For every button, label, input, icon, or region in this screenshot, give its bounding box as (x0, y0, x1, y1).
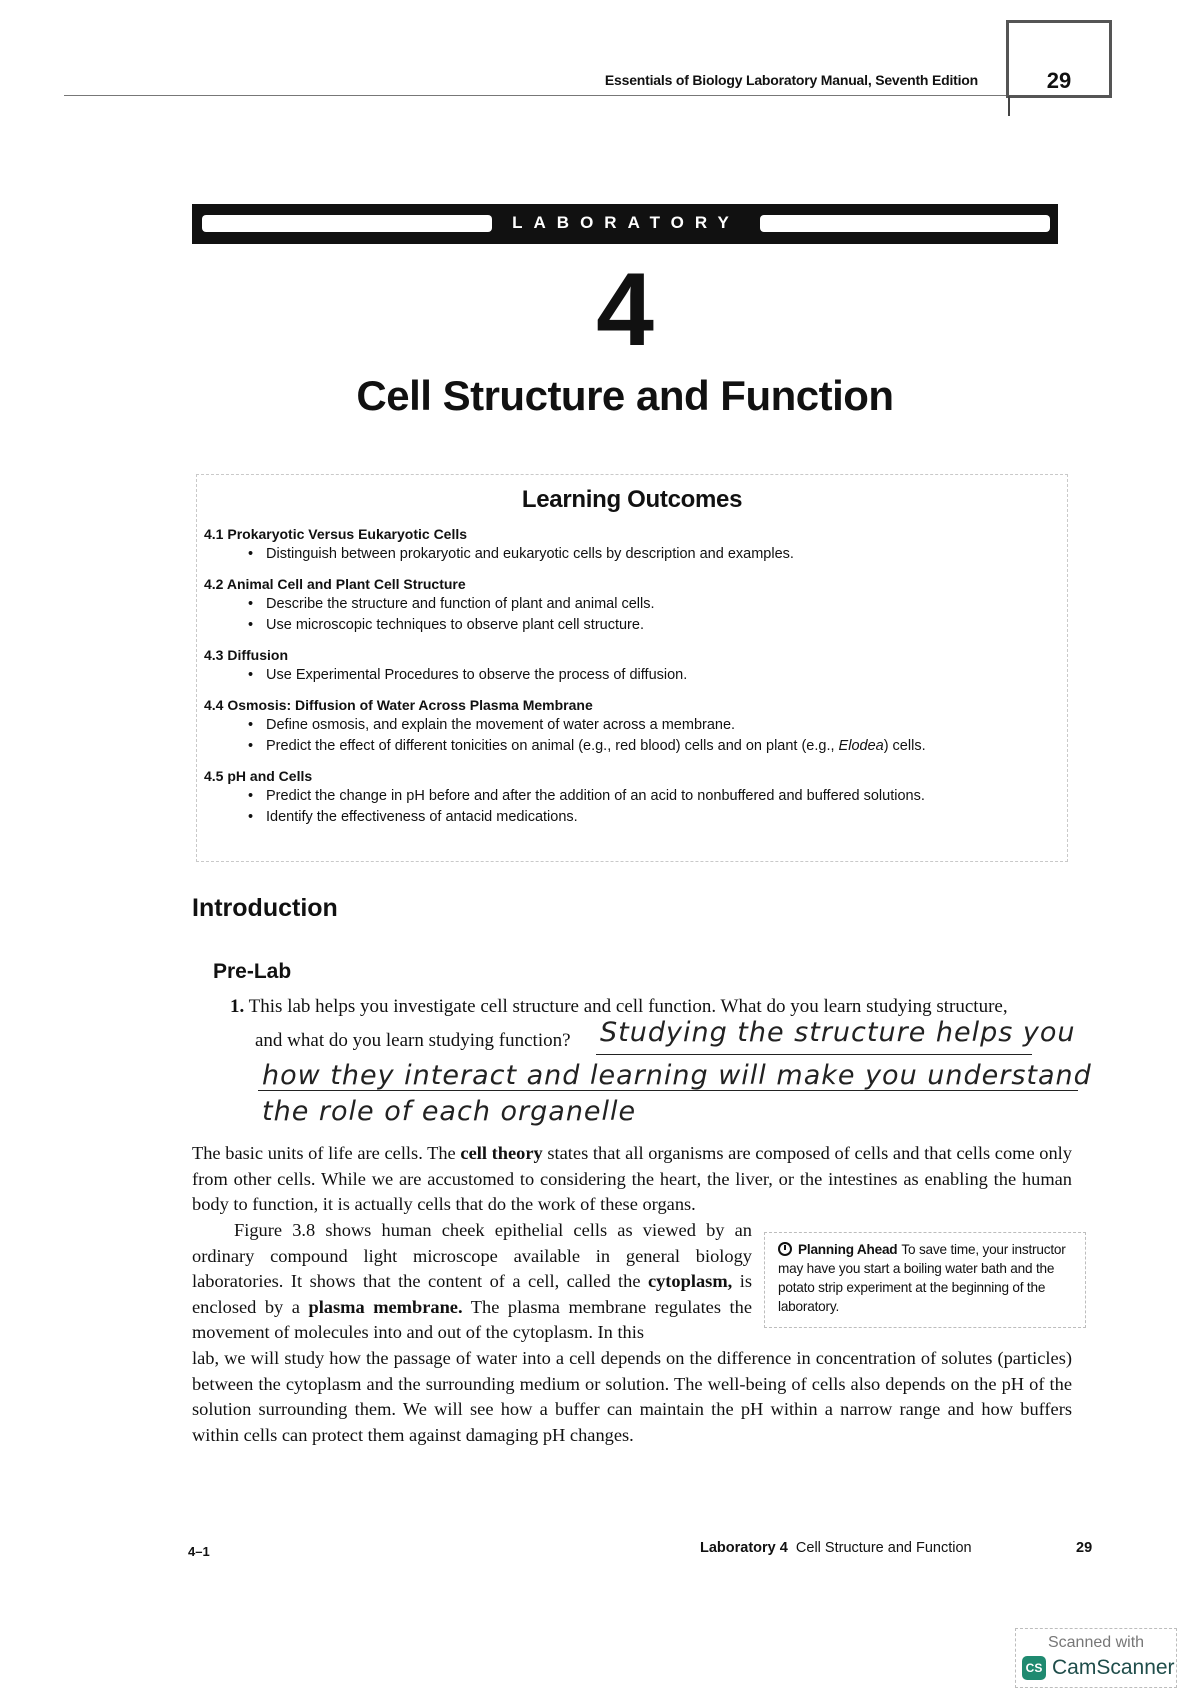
question-number: 1. (230, 996, 245, 1017)
scanned-with-text: Scanned with (1047, 1634, 1145, 1651)
intro-paragraph-1 (192, 1141, 1072, 1218)
page-number: 29 (1046, 68, 1072, 93)
outcome-bullet: • Predict the change in pH before and after the addition of an acid to nonbuffered and buffered solutions. (204, 786, 1064, 807)
footer-running-title (700, 1540, 1100, 1556)
camscanner-name: CamScanner (1052, 1656, 1175, 1679)
chapter-title: Cell Structure and Function (356, 372, 894, 419)
outcome-bullet: • Distinguish between prokaryotic and eukaryotic cells by description and examples. (204, 544, 1064, 565)
term-cytoplasm: cytoplasm, (647, 1271, 733, 1292)
laboratory-label: LABORATORY (512, 213, 740, 232)
question-text-line1: This lab helps you investigate cell structure and cell function. What do you learn studying structure, (248, 996, 1008, 1017)
footer-lab-title: Cell Structure and Function (795, 1540, 972, 1556)
footer-lab-label: Laboratory 4 (700, 1540, 788, 1556)
banner-right-bar (760, 215, 1050, 232)
outcome-4-3 (204, 647, 1064, 686)
outcome-bullet: • Describe the structure and function of plant and animal cells. (204, 594, 1064, 615)
planning-ahead-label: Planning Ahead (798, 1242, 898, 1257)
camscanner-brand (1022, 1656, 1175, 1680)
intro-paragraph-2-continued: lab, we will study how the passage of water into a cell depends on the difference in concentration of solutes (particles) between the cytoplasm and the surrounding medium or solution. The well-being of cells also depends on the pH of the solution surrounding them. We will see how a buffer can maintain the pH within a narrow range and how buffers within cells can protect them against damaging pH changes. (192, 1348, 1072, 1445)
prelab-heading: Pre-Lab (213, 960, 292, 983)
planning-ahead-note (778, 1240, 1078, 1316)
outcome-4-4 (204, 697, 1064, 757)
handwritten-answer-line3: the role of each organelle (262, 1096, 637, 1127)
chapter-number: 4 (596, 252, 654, 368)
book-title: Essentials of Biology Laboratory Manual, Seventh Edition (604, 72, 978, 88)
term-cell-theory: cell theory (460, 1143, 543, 1163)
question-text-line2: and what do you learn studying function? (255, 1030, 571, 1051)
header-rule (64, 95, 1014, 96)
outcome-bullet: • Predict the effect of different tonicities on animal (e.g., red blood) cells and on plant (e.g., Elodea) cells. (204, 736, 1064, 757)
outcome-title: 4.3 Diffusion (204, 647, 289, 663)
camscanner-logo-icon: CS (1022, 1656, 1046, 1680)
outcome-4-1 (204, 526, 1064, 565)
footer-page-number: 29 (1076, 1540, 1093, 1556)
outcome-title: 4.4 Osmosis: Diffusion of Water Across Plasma Membrane (204, 697, 593, 713)
outcome-4-5 (204, 768, 1064, 828)
outcome-bullet: • Use Experimental Procedures to observe the process of diffusion. (204, 665, 1064, 686)
clock-icon (778, 1242, 792, 1256)
text-run: states that all organisms are composed of cells and that cells come only from other cells. While we are accustomed to considering the heart, the liver, or the intestines as enabling the human body to function, it is actually cells that do the work of these organs. (192, 1143, 1072, 1215)
learning-outcomes-list (204, 526, 1064, 839)
learning-outcomes-heading: Learning Outcomes (521, 486, 743, 513)
outcome-title: 4.1 Prokaryotic Versus Eukaryotic Cells (204, 526, 468, 542)
handwritten-answer-line2: how they interact and learning will make you understand (262, 1060, 1092, 1091)
planning-ahead-text: To save time, your instructor may have you start a boiling water bath and the potato strip experiment at the beginning of the laboratory. (778, 1242, 1066, 1314)
term-plasma-membrane: plasma membrane. (308, 1296, 463, 1317)
banner-left-bar (202, 215, 492, 232)
intro-paragraph-2 (192, 1218, 752, 1346)
handwritten-answer-line1: Studying the structure helps you (600, 1017, 1076, 1048)
page-box-tick (1008, 96, 1010, 116)
outcome-title: 4.5 pH and Cells (204, 768, 313, 784)
prelab-question (230, 996, 1090, 1018)
answer-line (596, 1054, 1032, 1055)
outcome-title: 4.2 Animal Cell and Plant Cell Structure (204, 576, 466, 592)
outcome-4-2 (204, 576, 1064, 636)
footer-section-number: 4–1 (188, 1544, 210, 1559)
text-run: The basic units of life are cells. The (192, 1143, 461, 1163)
introduction-heading: Introduction (192, 894, 338, 922)
text-run: The plasma membrane regulates the movement of molecules into and out of the cytoplasm. In this (192, 1296, 752, 1343)
outcome-bullet: • Identify the effectiveness of antacid medications. (204, 807, 1064, 828)
outcome-bullet: • Define osmosis, and explain the movement of water across a membrane. (204, 715, 1064, 736)
text-run: Figure 3.8 shows human cheek epithelial cells as viewed by an ordinary compound light microscope available in general biology laboratories. It shows that the content of a cell, called the (192, 1220, 752, 1292)
outcome-bullet: • Use microscopic techniques to observe plant cell structure. (204, 615, 1064, 636)
text-run: is enclosed by a (192, 1271, 752, 1317)
